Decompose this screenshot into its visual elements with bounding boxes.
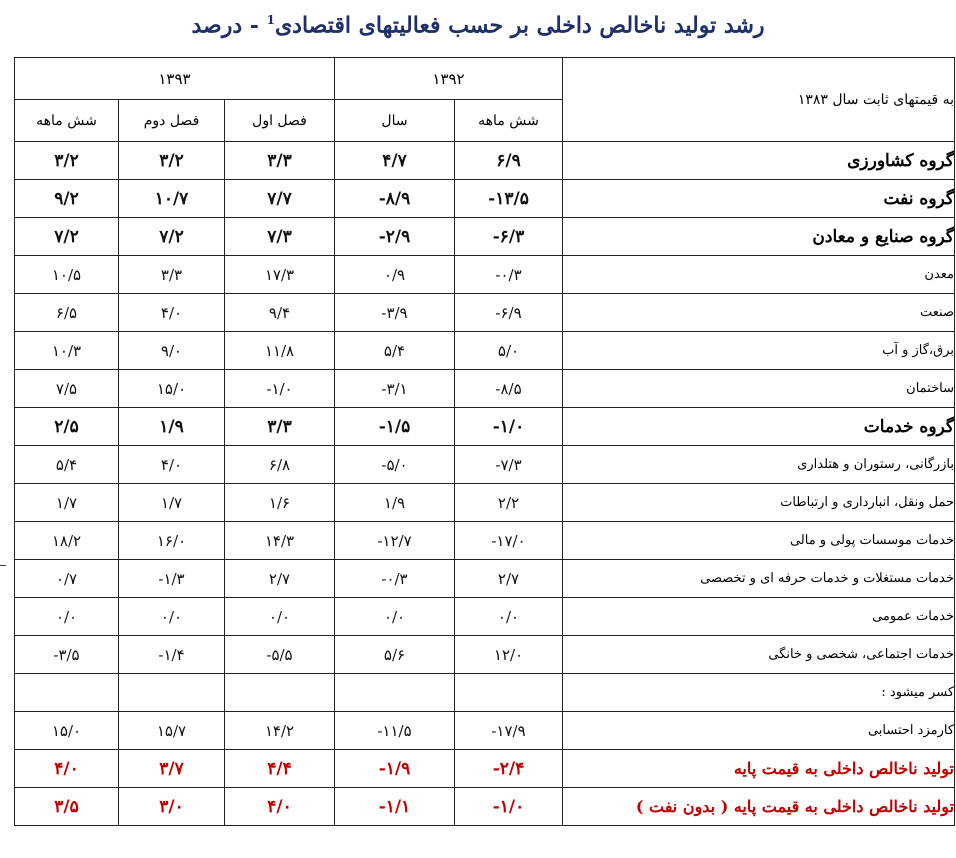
row-label: معدن xyxy=(563,256,955,294)
value-cell: -۸/۵ xyxy=(455,370,563,408)
row-label: خدمات موسسات پولی و مالی xyxy=(563,522,955,560)
value-cell: ۱۴/۲ xyxy=(225,712,335,750)
value-cell: ۱۵/۰ xyxy=(15,712,119,750)
value-cell: -۱/۰ xyxy=(455,408,563,446)
value-cell: -۷/۳ xyxy=(455,446,563,484)
value-cell: ۱۷/۳ xyxy=(225,256,335,294)
value-cell: ۵/۰ xyxy=(455,332,563,370)
value-cell: ۱۵/۰ xyxy=(119,370,225,408)
value-cell: ۰/۰ xyxy=(15,598,119,636)
table-row xyxy=(15,408,955,446)
value-cell: ۱/۶ xyxy=(225,484,335,522)
table-row xyxy=(15,256,955,294)
page-title xyxy=(0,0,956,44)
value-cell: ۳/۳ xyxy=(225,408,335,446)
value-cell: ۴/۰ xyxy=(225,788,335,826)
value-cell: -۸/۹ xyxy=(335,180,455,218)
value-cell: ۰/۰ xyxy=(455,598,563,636)
value-cell: ۶/۹ xyxy=(455,142,563,180)
row-label: گروه صنایع و معادن xyxy=(563,218,955,256)
value-cell: ۲/۵ xyxy=(15,408,119,446)
value-cell: ۱/۹ xyxy=(119,408,225,446)
table-row xyxy=(15,636,955,674)
value-cell: ۲/۷ xyxy=(455,560,563,598)
table-row xyxy=(15,370,955,408)
value-cell: -۵/۰ xyxy=(335,446,455,484)
value-cell: ۱۰/۳ xyxy=(15,332,119,370)
value-cell: ۳/۰ xyxy=(119,788,225,826)
row-label: برق،گاز و آب xyxy=(563,332,955,370)
value-cell: -۳/۵ xyxy=(15,636,119,674)
table-row xyxy=(15,180,955,218)
table-row xyxy=(15,294,955,332)
value-cell: ۷/۵ xyxy=(15,370,119,408)
value-cell: ۴/۴ xyxy=(225,750,335,788)
value-cell: -۲/۹ xyxy=(335,218,455,256)
value-cell: ۱/۷ xyxy=(15,484,119,522)
row-label: تولید ناخالص داخلی به قیمت پایه ( بدون نفت ) xyxy=(563,788,955,826)
value-cell: ۰/۷ xyxy=(15,560,119,598)
value-cell: ۴/۰ xyxy=(119,446,225,484)
value-cell: ۱۰/۷ xyxy=(119,180,225,218)
value-cell xyxy=(455,674,563,712)
value-cell: -۱/۹ xyxy=(335,750,455,788)
row-label: حمل ونقل، انبارداری و ارتباطات xyxy=(563,484,955,522)
value-cell: -۱۲/۷ xyxy=(335,522,455,560)
value-cell: -۳/۹ xyxy=(335,294,455,332)
value-cell: ۴/۷ xyxy=(335,142,455,180)
col-header-1393-q2: فصل دوم xyxy=(119,100,225,142)
value-cell: ۳/۳ xyxy=(119,256,225,294)
value-cell: -۱/۰ xyxy=(455,788,563,826)
value-cell: -۶/۹ xyxy=(455,294,563,332)
value-cell: -۱/۴ xyxy=(119,636,225,674)
value-cell: ۰/۰ xyxy=(225,598,335,636)
table-row xyxy=(15,674,955,712)
value-cell: -۱/۵ xyxy=(335,408,455,446)
table-row xyxy=(15,218,955,256)
value-cell: -۰/۳ xyxy=(455,256,563,294)
value-cell: ۳/۷ xyxy=(119,750,225,788)
value-cell xyxy=(15,674,119,712)
value-cell: ۳/۳ xyxy=(225,142,335,180)
value-cell: -۰/۳ xyxy=(335,560,455,598)
value-cell: ۵/۴ xyxy=(15,446,119,484)
row-label: کسر میشود : xyxy=(563,674,955,712)
value-cell: -۳/۱ xyxy=(335,370,455,408)
table-row xyxy=(15,484,955,522)
col-header-1393-halfyear: شش ماهه xyxy=(15,100,119,142)
value-cell: ۷/۳ xyxy=(225,218,335,256)
value-cell: -۱/۰ xyxy=(225,370,335,408)
value-cell: ۰/۰ xyxy=(335,598,455,636)
margin-tick xyxy=(0,565,6,566)
value-cell: -۱۳/۵ xyxy=(455,180,563,218)
value-cell xyxy=(335,674,455,712)
row-label: تولید ناخالص داخلی به قیمت پایه xyxy=(563,750,955,788)
row-label: گروه نفت xyxy=(563,180,955,218)
row-label: خدمات اجتماعی، شخصی و خانگی xyxy=(563,636,955,674)
value-cell: ۹/۲ xyxy=(15,180,119,218)
value-cell: ۱۶/۰ xyxy=(119,522,225,560)
table-row xyxy=(15,750,955,788)
value-cell: ۱۱/۸ xyxy=(225,332,335,370)
row-label: ساختمان xyxy=(563,370,955,408)
value-cell: ۲/۷ xyxy=(225,560,335,598)
title-text: رشد تولید ناخالص داخلی بر حسب فعالیتهای اقتصادی xyxy=(274,12,765,39)
value-cell: ۵/۶ xyxy=(335,636,455,674)
header-row-years xyxy=(15,58,955,100)
table-row xyxy=(15,142,955,180)
table-row xyxy=(15,712,955,750)
value-cell xyxy=(119,674,225,712)
value-cell: -۶/۳ xyxy=(455,218,563,256)
value-cell: -۱۱/۵ xyxy=(335,712,455,750)
value-cell: ۲/۲ xyxy=(455,484,563,522)
row-label: گروه خدمات xyxy=(563,408,955,446)
table-row xyxy=(15,788,955,826)
col-header-1392-halfyear: شش ماهه xyxy=(455,100,563,142)
value-cell: ۱۵/۷ xyxy=(119,712,225,750)
table-row xyxy=(15,598,955,636)
value-cell: ۱۰/۵ xyxy=(15,256,119,294)
value-cell: ۱/۷ xyxy=(119,484,225,522)
value-cell: ۱۴/۳ xyxy=(225,522,335,560)
gdp-growth-table xyxy=(14,57,955,826)
title-footnote: 1 xyxy=(266,13,275,27)
value-cell: ۰/۰ xyxy=(119,598,225,636)
table-row xyxy=(15,446,955,484)
value-cell: ۰/۹ xyxy=(335,256,455,294)
year-1392-header: ۱۳۹۲ xyxy=(335,58,563,100)
col-header-1393-q1: فصل اول xyxy=(225,100,335,142)
value-cell: -۱/۱ xyxy=(335,788,455,826)
value-cell xyxy=(225,674,335,712)
value-cell: ۶/۵ xyxy=(15,294,119,332)
value-cell: ۳/۲ xyxy=(119,142,225,180)
value-cell: ۴/۰ xyxy=(119,294,225,332)
value-cell: -۲/۴ xyxy=(455,750,563,788)
table-row xyxy=(15,332,955,370)
value-cell: -۱۷/۰ xyxy=(455,522,563,560)
value-cell: ۱/۹ xyxy=(335,484,455,522)
value-cell: -۵/۵ xyxy=(225,636,335,674)
row-label: گروه کشاورزی xyxy=(563,142,955,180)
value-cell: ۶/۸ xyxy=(225,446,335,484)
value-cell: ۳/۵ xyxy=(15,788,119,826)
value-cell: -۱/۳ xyxy=(119,560,225,598)
table-row xyxy=(15,560,955,598)
value-cell: ۷/۲ xyxy=(15,218,119,256)
row-label: بازرگانی، رستوران و هتلداری xyxy=(563,446,955,484)
value-cell: ۹/۴ xyxy=(225,294,335,332)
value-cell: ۹/۰ xyxy=(119,332,225,370)
row-label: کارمزد احتسابی xyxy=(563,712,955,750)
row-label: خدمات عمومی xyxy=(563,598,955,636)
value-cell: ۱۲/۰ xyxy=(455,636,563,674)
value-cell: ۷/۷ xyxy=(225,180,335,218)
value-cell: ۴/۰ xyxy=(15,750,119,788)
value-cell: ۵/۴ xyxy=(335,332,455,370)
year-1393-header: ۱۳۹۳ xyxy=(15,58,335,100)
title-unit: - درصد xyxy=(191,12,267,39)
row-label: خدمات مستغلات و خدمات حرفه ای و تخصصی xyxy=(563,560,955,598)
value-cell: ۳/۲ xyxy=(15,142,119,180)
value-cell: -۱۷/۹ xyxy=(455,712,563,750)
value-cell: ۷/۲ xyxy=(119,218,225,256)
table-row xyxy=(15,522,955,560)
col-header-1392-year: سال xyxy=(335,100,455,142)
value-cell: ۱۸/۲ xyxy=(15,522,119,560)
header-corner: به قیمتهای ثابت سال ۱۳۸۳ xyxy=(563,58,955,142)
row-label: صنعت xyxy=(563,294,955,332)
